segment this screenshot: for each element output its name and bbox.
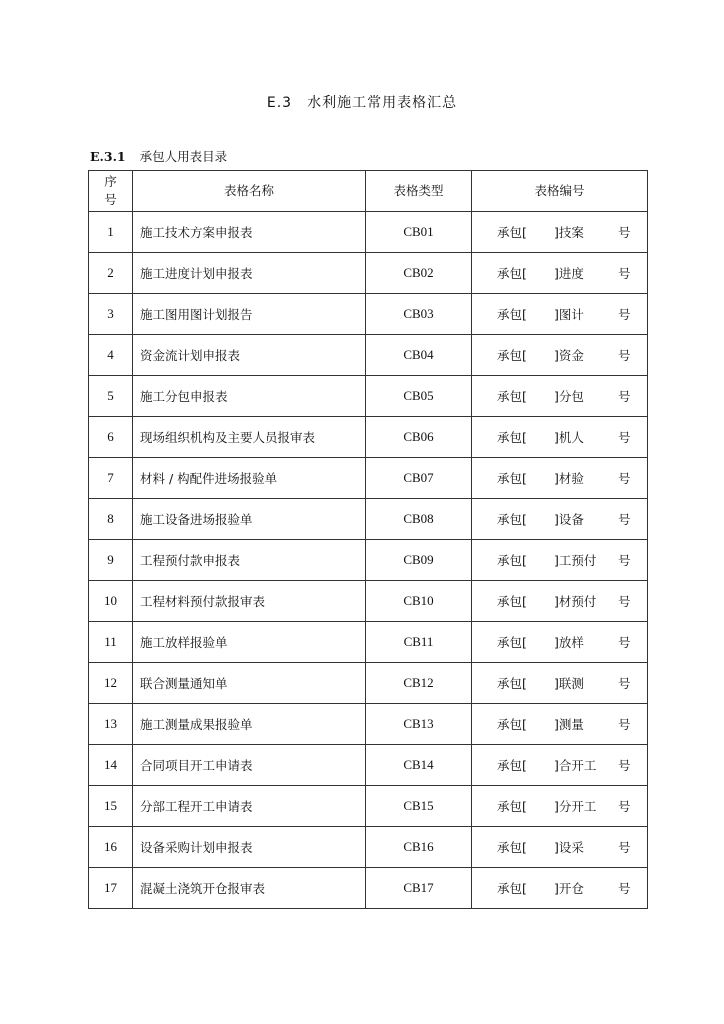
code-abbrev: ]合开工	[554, 758, 597, 773]
form-code	[472, 253, 648, 294]
header-no	[89, 171, 133, 212]
form-name: 施工图用图计划报告	[133, 294, 366, 335]
form-code	[472, 499, 648, 540]
code-prefix: 承包[	[497, 840, 527, 855]
code-suffix: 号	[618, 512, 631, 527]
form-type: CB10	[366, 581, 472, 622]
code-prefix: 承包[	[497, 676, 527, 691]
form-code	[472, 622, 648, 663]
form-code	[472, 212, 648, 253]
header-name: 表格名称	[133, 171, 366, 212]
code-abbrev: ]设备	[554, 512, 584, 527]
form-name: 合同项目开工申请表	[133, 745, 366, 786]
table-row	[89, 499, 648, 540]
header-no-label: 序 号	[104, 174, 117, 207]
form-name: 工程预付款申报表	[133, 540, 366, 581]
form-name: 施工分包申报表	[133, 376, 366, 417]
code-abbrev: ]技案	[554, 225, 584, 240]
code-suffix: 号	[618, 471, 631, 486]
header-code: 表格编号	[472, 171, 648, 212]
form-type: CB15	[366, 786, 472, 827]
table-row	[89, 704, 648, 745]
form-type: CB05	[366, 376, 472, 417]
code-prefix: 承包[	[497, 799, 527, 814]
row-number: 11	[89, 622, 133, 663]
form-type: CB13	[366, 704, 472, 745]
code-prefix: 承包[	[497, 512, 527, 527]
header-type: 表格类型	[366, 171, 472, 212]
row-number: 17	[89, 868, 133, 909]
form-type: CB14	[366, 745, 472, 786]
code-abbrev: ]资金	[554, 348, 584, 363]
code-suffix: 号	[618, 348, 631, 363]
code-suffix: 号	[618, 594, 631, 609]
code-abbrev: ]机人	[554, 430, 584, 445]
table-row	[89, 786, 648, 827]
code-suffix: 号	[618, 266, 631, 281]
form-type: CB17	[366, 868, 472, 909]
form-type: CB09	[366, 540, 472, 581]
code-abbrev: ]测量	[554, 717, 584, 732]
table-row	[89, 745, 648, 786]
table-header-row	[89, 171, 648, 212]
form-type: CB01	[366, 212, 472, 253]
form-name: 施工设备进场报验单	[133, 499, 366, 540]
form-type: CB04	[366, 335, 472, 376]
code-suffix: 号	[618, 676, 631, 691]
code-suffix: 号	[618, 225, 631, 240]
form-name: 资金流计划申报表	[133, 335, 366, 376]
row-number: 7	[89, 458, 133, 499]
code-prefix: 承包[	[497, 266, 527, 281]
code-abbrev: ]联测	[554, 676, 584, 691]
code-suffix: 号	[618, 307, 631, 322]
form-name: 工程材料预付款报审表	[133, 581, 366, 622]
row-number: 13	[89, 704, 133, 745]
code-suffix: 号	[618, 717, 631, 732]
form-catalog-table	[88, 170, 648, 909]
table-row	[89, 417, 648, 458]
form-type: CB03	[366, 294, 472, 335]
table-row	[89, 581, 648, 622]
code-suffix: 号	[618, 758, 631, 773]
code-abbrev: ]设采	[554, 840, 584, 855]
form-code	[472, 704, 648, 745]
form-code	[472, 540, 648, 581]
code-prefix: 承包[	[497, 348, 527, 363]
form-code	[472, 745, 648, 786]
code-suffix: 号	[618, 430, 631, 445]
code-prefix: 承包[	[497, 758, 527, 773]
row-number: 1	[89, 212, 133, 253]
form-name: 分部工程开工申请表	[133, 786, 366, 827]
form-code	[472, 335, 648, 376]
code-suffix: 号	[618, 799, 631, 814]
section-heading	[90, 147, 227, 165]
section-title: 承包人用表目录	[139, 149, 228, 164]
table-row	[89, 376, 648, 417]
row-number: 8	[89, 499, 133, 540]
row-number: 5	[89, 376, 133, 417]
form-type: CB02	[366, 253, 472, 294]
form-type: CB11	[366, 622, 472, 663]
form-code	[472, 827, 648, 868]
row-number: 14	[89, 745, 133, 786]
code-prefix: 承包[	[497, 389, 527, 404]
form-code	[472, 376, 648, 417]
code-abbrev: ]图计	[554, 307, 584, 322]
table-row	[89, 827, 648, 868]
code-suffix: 号	[618, 635, 631, 650]
row-number: 16	[89, 827, 133, 868]
form-code	[472, 786, 648, 827]
code-suffix: 号	[618, 553, 631, 568]
code-abbrev: ]分开工	[554, 799, 597, 814]
form-code	[472, 581, 648, 622]
table-row	[89, 458, 648, 499]
code-suffix: 号	[618, 881, 631, 896]
code-abbrev: ]材预付	[554, 594, 597, 609]
form-name: 混凝土浇筑开仓报审表	[133, 868, 366, 909]
code-prefix: 承包[	[497, 881, 527, 896]
table-row	[89, 212, 648, 253]
code-prefix: 承包[	[497, 717, 527, 732]
page-title: E.3 水利施工常用表格汇总	[266, 95, 458, 111]
section-number: E.3.1	[90, 149, 126, 164]
form-name: 材料 / 构配件进场报验单	[133, 458, 366, 499]
form-name: 施工技术方案申报表	[133, 212, 366, 253]
form-type: CB06	[366, 417, 472, 458]
row-number: 10	[89, 581, 133, 622]
form-name: 施工进度计划申报表	[133, 253, 366, 294]
form-code	[472, 458, 648, 499]
code-prefix: 承包[	[497, 635, 527, 650]
row-number: 9	[89, 540, 133, 581]
table-row	[89, 868, 648, 909]
code-abbrev: ]工预付	[554, 553, 597, 568]
table-row	[89, 294, 648, 335]
row-number: 6	[89, 417, 133, 458]
table-row	[89, 540, 648, 581]
code-suffix: 号	[618, 389, 631, 404]
form-code	[472, 868, 648, 909]
code-abbrev: ]进度	[554, 266, 584, 281]
code-prefix: 承包[	[497, 307, 527, 322]
form-type: CB12	[366, 663, 472, 704]
code-suffix: 号	[618, 840, 631, 855]
row-number: 12	[89, 663, 133, 704]
form-type: CB08	[366, 499, 472, 540]
form-code	[472, 294, 648, 335]
code-abbrev: ]开仓	[554, 881, 584, 896]
row-number: 2	[89, 253, 133, 294]
row-number: 3	[89, 294, 133, 335]
form-name: 联合测量通知单	[133, 663, 366, 704]
code-prefix: 承包[	[497, 594, 527, 609]
table-row	[89, 253, 648, 294]
form-name: 施工测量成果报验单	[133, 704, 366, 745]
table-row	[89, 622, 648, 663]
code-prefix: 承包[	[497, 225, 527, 240]
row-number: 15	[89, 786, 133, 827]
table-row	[89, 663, 648, 704]
code-abbrev: ]分包	[554, 389, 584, 404]
code-prefix: 承包[	[497, 471, 527, 486]
form-name: 现场组织机构及主要人员报审表	[133, 417, 366, 458]
code-prefix: 承包[	[497, 430, 527, 445]
row-number: 4	[89, 335, 133, 376]
form-type: CB16	[366, 827, 472, 868]
form-name: 设备采购计划申报表	[133, 827, 366, 868]
form-code	[472, 417, 648, 458]
code-prefix: 承包[	[497, 553, 527, 568]
form-name: 施工放样报验单	[133, 622, 366, 663]
table-row	[89, 335, 648, 376]
code-abbrev: ]材验	[554, 471, 584, 486]
form-code	[472, 663, 648, 704]
code-abbrev: ]放样	[554, 635, 584, 650]
form-type: CB07	[366, 458, 472, 499]
